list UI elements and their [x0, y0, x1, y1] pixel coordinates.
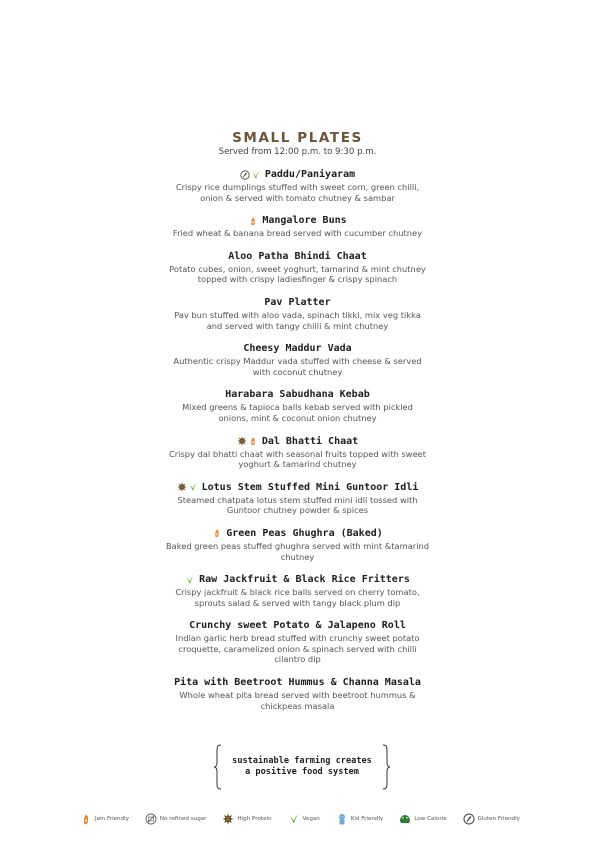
- menu-item-name: [148, 250, 448, 263]
- legend-label: No refined sugar: [159, 816, 207, 822]
- tagline-text: [232, 756, 372, 778]
- high-protein-icon: [222, 813, 234, 825]
- description-line: and served with tangy chilli & mint chutney: [206, 320, 389, 331]
- description-line: Crispy jackfruit & black rice balls served on cherry tomato,: [175, 587, 420, 598]
- description-line: Pav bun stuffed with aloo vada, spinach tikki, mix veg tikka: [174, 309, 421, 320]
- jain-icon: [248, 436, 258, 446]
- description-line: cilantro dip: [274, 654, 321, 665]
- menu-item-description: [148, 264, 448, 285]
- menu-item-name: [148, 619, 448, 632]
- menu-item-title: Green Peas Ghughra (Baked): [226, 527, 383, 539]
- menu-item-title: Harabara Sabudhana Kebab: [225, 389, 370, 401]
- dietary-legend: [80, 813, 520, 825]
- low-calorie-icon: [399, 813, 411, 825]
- legend-label: Vegan: [302, 816, 320, 822]
- vegan-icon: [288, 813, 300, 825]
- section-subtitle: Served from 12:00 p.m. to 9:30 p.m.: [218, 147, 377, 157]
- dietary-icons: [248, 216, 258, 226]
- tagline: [213, 744, 391, 790]
- dietary-icons: [177, 482, 198, 492]
- description-line: chutney: [280, 551, 315, 562]
- menu-item-description: [148, 310, 448, 331]
- menu-item-description: [148, 356, 448, 377]
- menu-item-title: Mangalore Buns: [262, 215, 347, 227]
- legend-label: Gluten Friendly: [477, 816, 520, 822]
- menu-item-title: Cheesy Maddur Vada: [243, 343, 352, 355]
- menu-items: [0, 168, 595, 711]
- menu-item-name: [148, 481, 448, 494]
- menu-item: [148, 296, 448, 331]
- jain-icon: [212, 528, 222, 538]
- description-line: Guntoor chutney powder & spices: [226, 505, 369, 516]
- description-line: sprouts salad & served with tangy black plum dip: [194, 597, 401, 608]
- description-line: Crispy rice dumplings stuffed with sweet corn, green chilli,: [175, 182, 420, 192]
- description-line: croquette, caramelized onion & spinach served with chilli: [178, 643, 417, 654]
- description-line: Indian garlic herb bread stuffed with crunchy sweet potato: [175, 633, 420, 644]
- vegan-icon: [185, 575, 195, 585]
- legend-item: [222, 813, 271, 825]
- menu-item-name: [148, 435, 448, 448]
- menu-item: [148, 676, 448, 711]
- menu-item-description: [148, 228, 448, 239]
- menu-item: [148, 481, 448, 516]
- legend-label: Low Calorie: [414, 816, 447, 822]
- kid-friendly-icon: [336, 813, 348, 825]
- menu-item-description: [148, 449, 448, 470]
- legend-item: [336, 813, 384, 825]
- legend-item: [145, 813, 207, 825]
- jain-icon: [248, 216, 258, 226]
- legend-item: [288, 813, 320, 825]
- left-brace-icon: [213, 744, 223, 790]
- description-line: onion & served with tomato chutney & sambar: [200, 192, 395, 203]
- dietary-icons: [185, 575, 195, 585]
- legend-item: [80, 813, 129, 825]
- gluten-free-icon: [463, 813, 475, 825]
- menu-item-title: Dal Bhatti Chaat: [261, 435, 359, 447]
- legend-label: Jain Friendly: [95, 816, 130, 822]
- menu-item: [148, 619, 448, 665]
- menu-item-name: [148, 342, 448, 355]
- right-brace-icon: [381, 744, 391, 790]
- description-line: chickpeas masala: [260, 700, 335, 711]
- menu-item-title: Aloo Patha Bhindi Chaat: [228, 250, 367, 262]
- gluten-free-icon: [240, 170, 250, 180]
- description-line: Baked green peas stuffed ghughra served with mint &tamarind: [165, 540, 430, 551]
- menu-item-description: [148, 633, 448, 665]
- menu-item-description: [148, 402, 448, 423]
- menu-item-name: [148, 676, 448, 689]
- description-line: onions, mint & coconut onion chutney: [218, 412, 377, 423]
- menu-item-description: [148, 587, 448, 608]
- menu-item: [148, 342, 448, 377]
- no-refined-sugar-icon: [145, 813, 157, 825]
- description-line: Steamed chatpata lotus stem stuffed mini idli tossed with: [177, 494, 418, 505]
- description-line: Mixed greens & tapioca balls kebab served with pickled: [182, 402, 413, 413]
- high-protein-icon: [237, 436, 247, 446]
- legend-item: [399, 813, 446, 825]
- menu-item-name: [148, 573, 448, 586]
- menu-item: [148, 168, 448, 203]
- description-line: yoghurt & tamarind chutney: [238, 459, 357, 470]
- description-line: Potato cubes, onion, sweet yoghurt, tamarind & mint chutney: [169, 263, 426, 274]
- high-protein-icon: [177, 482, 187, 492]
- menu-item-description: [148, 495, 448, 516]
- menu-item-name: [148, 388, 448, 401]
- menu-section: [0, 130, 595, 711]
- menu-item-title: Paddu/Paniyaram: [264, 169, 356, 180]
- vegan-icon: [188, 482, 198, 492]
- menu-item-title: Crunchy sweet Potato & Jalapeno Roll: [189, 620, 406, 632]
- legend-item: [463, 813, 520, 825]
- menu-item: [148, 573, 448, 608]
- menu-item-name: [148, 296, 448, 309]
- tagline-line-1: sustainable farming creates: [232, 756, 372, 766]
- dietary-icons: [212, 528, 222, 538]
- menu-item-name: [148, 527, 448, 540]
- menu-item: [148, 527, 448, 562]
- menu-item-description: [148, 182, 448, 203]
- menu-item: [148, 388, 448, 423]
- menu-item-title: Raw Jackfruit & Black Rice Fritters: [199, 574, 410, 586]
- menu-item-title: Pita with Beetroot Hummus & Channa Masala: [174, 677, 421, 689]
- description-line: Whole wheat pita bread served with beetroot hummus &: [179, 690, 416, 701]
- menu-item-name: [148, 168, 448, 181]
- jain-icon: [80, 813, 92, 825]
- description-line: topped with crispy ladiesfinger & crispy spinach: [197, 274, 398, 285]
- legend-label: High Protein: [237, 816, 272, 822]
- menu-item-title: Pav Platter: [264, 296, 331, 308]
- legend-label: Kid Friendly: [350, 816, 384, 822]
- menu-item: [148, 214, 448, 239]
- dietary-icons: [237, 436, 258, 446]
- tagline-line-2: a positive food system: [245, 767, 359, 777]
- menu-item-name: [148, 214, 448, 227]
- menu-item-description: [148, 690, 448, 711]
- description-line: Crispy dal bhatti chaat with seasonal fruits topped with sweet: [168, 448, 427, 459]
- description-line: with coconut chutney: [252, 366, 343, 377]
- description-line: Fried wheat & banana bread served with cucumber chutney: [172, 228, 423, 239]
- menu-item: [148, 435, 448, 470]
- menu-item-description: [148, 541, 448, 562]
- menu-item: [148, 250, 448, 285]
- vegan-icon: [251, 170, 261, 180]
- section-title: SMALL PLATES: [232, 130, 363, 146]
- menu-item-title: Lotus Stem Stuffed Mini Guntoor Idli: [201, 481, 419, 493]
- dietary-icons: [240, 170, 261, 180]
- description-line: Authentic crispy Maddur vada stuffed with cheese & served: [173, 356, 422, 367]
